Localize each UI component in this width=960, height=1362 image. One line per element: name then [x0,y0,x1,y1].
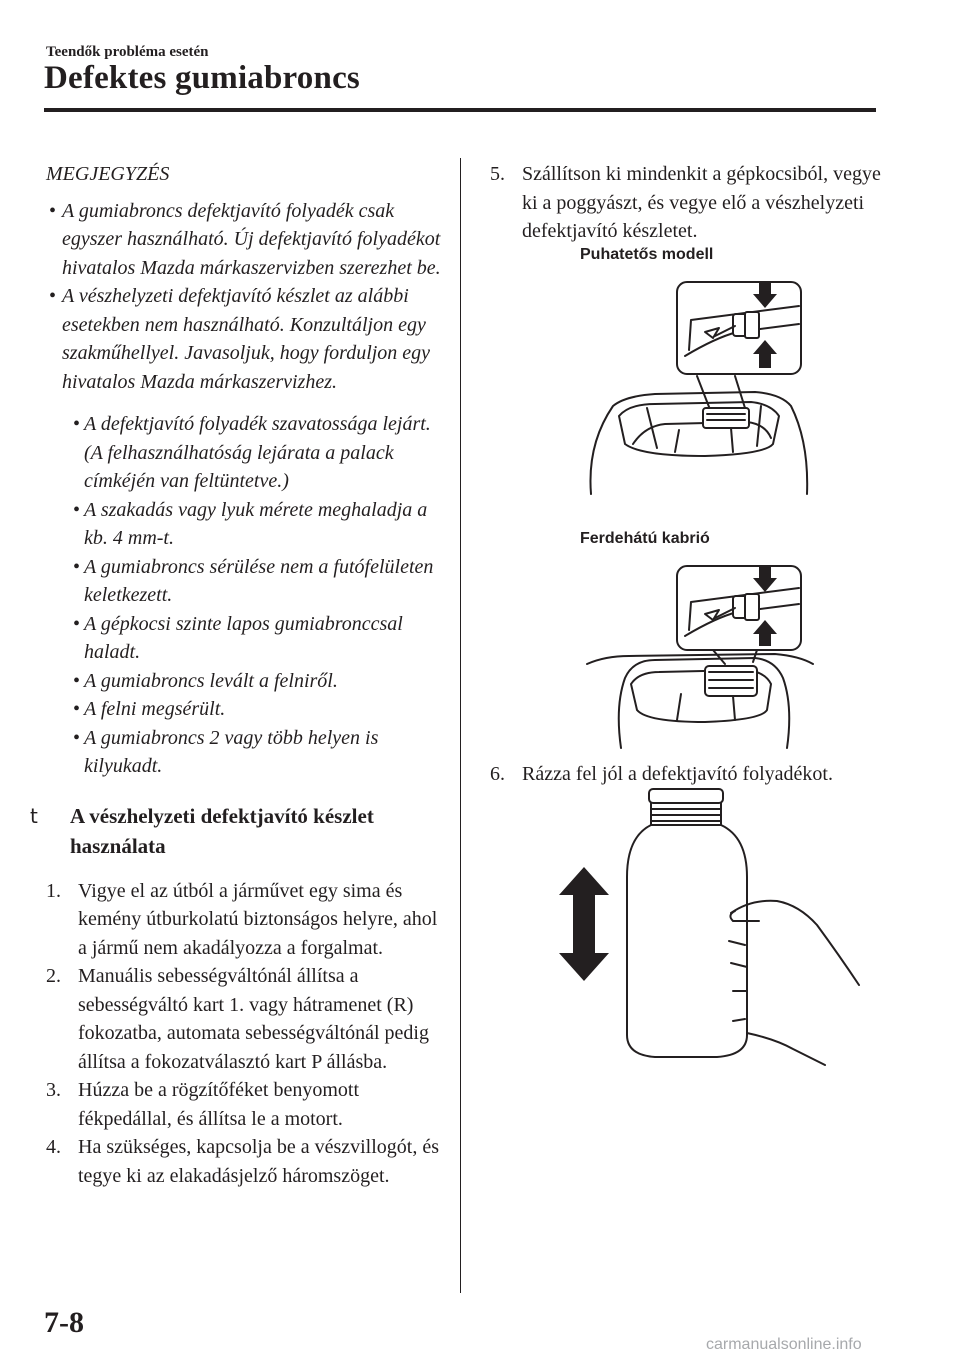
step-item [46,1076,444,1133]
section-heading: Teendők probléma esetén [46,44,209,60]
bullet-icon: • [73,413,81,435]
note-sub-bullet-text: A szakadás vagy lyuk mérete meghaladja a kb. 4 mm-t. [84,498,428,549]
note-sub-bullet [70,410,444,496]
note-bullet [46,282,444,396]
step-text: Ha szükséges, kapcsolja be a vészvillogót, és tegye ki az elakadásjelző háromszöget. [78,1136,440,1187]
note-sub-bullet-text: A gumiabroncs levált a felniről. [84,669,338,692]
step-text: Manuális sebességváltónál állítsa a sebességváltó kart 1. vagy hátramenet (R) fokozatba, automata sebességváltónál pedig állítsa a fokozatválasztó kart P állásba. [78,965,429,1073]
step-text: Húzza be a rögzítőféket benyomott fékpedállal, és állítsa le a motort. [78,1079,359,1130]
note-sub-bullet-text: A defektjavító folyadék szavatossága lejárt. (A felhasználhatóság lejárata a palack címkéjén van feltüntetve.) [84,413,431,492]
note-sub-bullet-text: A gumiabroncs sérülése nem a futófelületen keletkezett. [84,555,434,606]
note-sub-bullet [70,610,444,667]
page-number: 7-8 [44,1306,84,1339]
figure-caption: Ferdehátú kabrió [580,530,710,547]
section-marker-icon: t [30,803,38,828]
right-column-step5 [490,160,890,246]
step-number: 5. [490,163,505,185]
bullet-icon: • [73,726,81,749]
section-title [30,801,444,861]
bottle-shake-figure [555,785,875,1070]
note-sub-list [70,410,444,781]
bullet-icon: • [73,669,81,692]
step-item [46,877,444,963]
note-sub-bullet-text: A felni megsérült. [84,698,226,720]
step-item [46,1133,444,1190]
step-number: 4. [46,1136,61,1158]
step-list [46,877,444,1191]
step-number: 3. [46,1079,61,1101]
note-sub-bullet [70,724,444,781]
step-number: 2. [46,965,61,987]
left-column [30,160,444,1190]
note-sub-bullet-text: A gépkocsi szinte lapos gumiabronccsal haladt. [84,612,403,663]
section-title-text: A vészhelyzeti defektjavító készlet használata [70,803,374,858]
bullet-icon: • [73,698,81,720]
step-number: 1. [46,879,61,902]
step-number: 6. [490,763,505,785]
note-bullet-text: A gumiabroncs defektjavító folyadék csak egyszer használható. Új defektjavító folyadékot hivatalos Mazda márkaszervizben szerezhet be. [62,199,441,279]
step-item [490,160,890,246]
note-bullet-text: A vészhelyzeti defektjavító készlet az alábbi esetekben nem használható. Konzultáljon egy szakműhellyel. Javasoljuk, hogy forduljon egy hivatalos Mazda márkaszervizhez. [62,285,431,393]
step-text: Vigye el az útból a járművet egy sima és kemény útburkolatú biztonságos helyre, ahol a jármű nem akadályozza a forgalmat. [78,879,438,959]
double-arrow-icon [559,867,609,981]
bullet-icon: • [49,199,57,222]
note-body [46,197,444,781]
column-divider [460,158,461,1293]
note-sub-bullet [70,553,444,610]
note-sub-bullet [70,695,444,724]
note-bullet [46,197,444,283]
bullet-icon: • [49,285,57,307]
step-text: Rázza fel jól a defektjavító folyadékot. [522,763,833,785]
note-title: MEGJEGYZÉS [46,163,170,185]
page-title: Defektes gumiabroncs [44,60,360,96]
step-item [46,962,444,1076]
bullet-icon: • [73,612,81,635]
header-divider [44,108,876,112]
bullet-icon: • [73,555,81,578]
note-sub-bullet-text: A gumiabroncs 2 vagy több helyen is kilyukadt. [84,726,379,777]
watermark: carmanualsonline.info [706,1336,862,1353]
step-text: Szállítson ki mindenkit a gépkocsiból, vegye ki a poggyászt, és vegye elő a vészhelyzeti defektjavító készletet. [522,163,881,242]
figure-caption: Puhatetős modell [580,246,714,263]
trunk-latch-figure [585,276,815,496]
note-sub-bullet [70,667,444,696]
bullet-icon: • [73,498,81,521]
note-sub-bullet [70,496,444,553]
trunk-latch-figure [585,560,815,750]
